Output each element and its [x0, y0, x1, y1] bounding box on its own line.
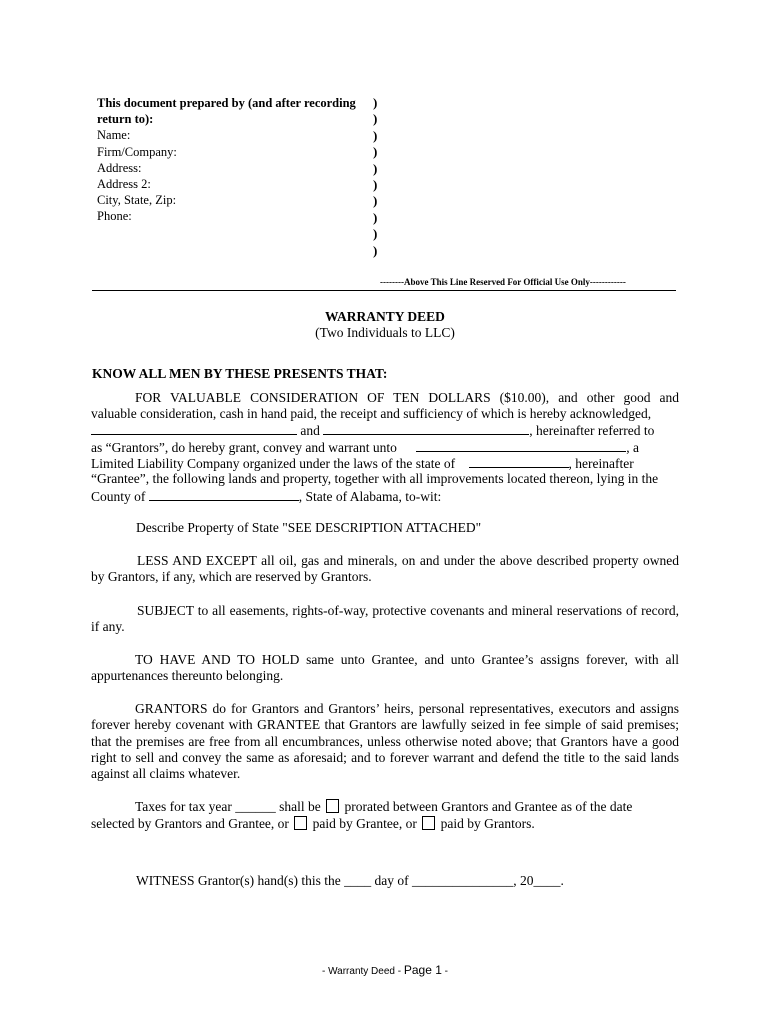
prepared-by-block — [97, 95, 356, 225]
bracket-mark: ) — [373, 177, 378, 193]
less-and-except-clause: LESS AND EXCEPT all oil, gas and minerals, on and under the above described property owned by Grantors, if any, which are reserved by Grantors. — [91, 553, 679, 585]
city-state-zip-label: City, State, Zip: — [97, 193, 177, 208]
prorated-text: prorated between Grantors and Grantee as of the date — [344, 799, 633, 814]
bracket-column — [373, 95, 377, 259]
county-of-label: County of — [91, 489, 146, 504]
consideration-line-2: valuable consideration, cash in hand paid, the receipt and sufficiency of which is hereby acknowledged, — [91, 406, 652, 421]
firm-company-label: Firm/Company: — [97, 144, 177, 159]
address-label: Address: — [97, 160, 142, 175]
bracket-mark: ) — [373, 111, 378, 127]
bracket-mark: ) — [373, 127, 378, 143]
official-use-divider — [92, 290, 676, 291]
paid-by-grantee-checkbox[interactable] — [294, 816, 307, 830]
consideration-line-6: “Grantee”, the following lands and property, together with all improvements located thereon, lying in the — [91, 471, 659, 486]
name-label: Name: — [97, 128, 131, 143]
paid-by-grantee-text: paid by Grantee, or — [312, 816, 417, 831]
llc-state-blank[interactable] — [469, 455, 569, 468]
and-word: and — [300, 423, 320, 438]
bracket-mark: ) — [373, 160, 378, 176]
document-subtitle: (Two Individuals to LLC) — [315, 325, 455, 340]
grantor-2-blank[interactable] — [323, 422, 529, 435]
know-all-men-heading: KNOW ALL MEN BY THESE PRESENTS THAT: — [92, 366, 388, 381]
footer-label: - Warranty Deed - — [321, 966, 404, 977]
taxes-text: Taxes for tax year ______ shall be — [135, 799, 321, 814]
property-description: Describe Property of State "SEE DESCRIPTION ATTACHED" — [136, 520, 482, 535]
paid-by-grantors-text: paid by Grantors. — [440, 816, 535, 831]
referred-text: , hereinafter referred to — [529, 423, 655, 438]
witness-line: WITNESS Grantor(s) hand(s) this the ____ day of _______________, 20____. — [136, 873, 564, 888]
a-word: , a — [626, 440, 640, 455]
grantor-1-blank[interactable] — [91, 422, 297, 435]
document-title: WARRANTY DEED — [325, 309, 445, 324]
bracket-mark: ) — [373, 144, 378, 160]
consideration-line-7 — [91, 488, 679, 505]
phone-label: Phone: — [97, 209, 132, 224]
bracket-mark: ) — [373, 193, 378, 209]
selected-by-text: selected by Grantors and Grantee, or — [91, 816, 289, 831]
consideration-line-5 — [91, 455, 679, 472]
hereinafter-text: , hereinafter — [568, 456, 634, 471]
footer-end: - — [441, 966, 449, 977]
official-use-notice: --------Above This Line Reserved For Official Use Only------------ — [380, 277, 626, 287]
bracket-mark: ) — [373, 95, 378, 110]
bracket-mark: ) — [373, 226, 378, 242]
state-of-alabama-text: , State of Alabama, to-wit: — [298, 489, 442, 504]
subject-to-clause: SUBJECT to all easements, rights-of-way, protective covenants and mineral reservations of record, if any. — [91, 603, 679, 635]
bracket-mark: ) — [373, 209, 378, 225]
county-blank[interactable] — [149, 488, 299, 501]
paid-by-grantors-checkbox[interactable] — [422, 816, 435, 830]
taxes-line-2 — [91, 816, 679, 832]
grant-convey-text: as “Grantors”, do hereby grant, convey and warrant unto — [91, 440, 397, 455]
return-to-heading: return to): — [97, 112, 154, 127]
address2-label: Address 2: — [97, 177, 151, 192]
covenant-clause: GRANTORS do for Grantors and Grantors’ heirs, personal representatives, executors and assigns forever hereby covenant with GRANTEE that Grantors are lawfully seized in fee simple of said premises; that the premises are free from all encumbrances, unless otherwise noted above; that Grantors have a good right to sell and convey the same as aforesaid; and to forever warrant and defend the title to the said lands against all claims whatever. — [91, 701, 679, 782]
consideration-line-3 — [91, 422, 679, 439]
consideration-line-1: FOR VALUABLE CONSIDERATION OF TEN DOLLARS ($10.00), and other good and — [135, 390, 679, 405]
consideration-line-4 — [91, 439, 679, 456]
page-number: Page 1 — [403, 963, 442, 977]
page-footer — [0, 963, 770, 977]
bracket-mark: ) — [373, 242, 378, 258]
llc-organized-text: Limited Liability Company organized under the laws of the state of — [91, 456, 456, 471]
taxes-line-1 — [135, 799, 679, 815]
prorated-checkbox[interactable] — [326, 799, 339, 813]
prepared-by-heading: This document prepared by (and after recording — [97, 96, 356, 110]
grantee-llc-blank[interactable] — [416, 439, 626, 452]
habendum-clause: TO HAVE AND TO HOLD same unto Grantee, and unto Grantee’s assigns forever, with all appurtenances thereunto belonging. — [91, 652, 679, 684]
